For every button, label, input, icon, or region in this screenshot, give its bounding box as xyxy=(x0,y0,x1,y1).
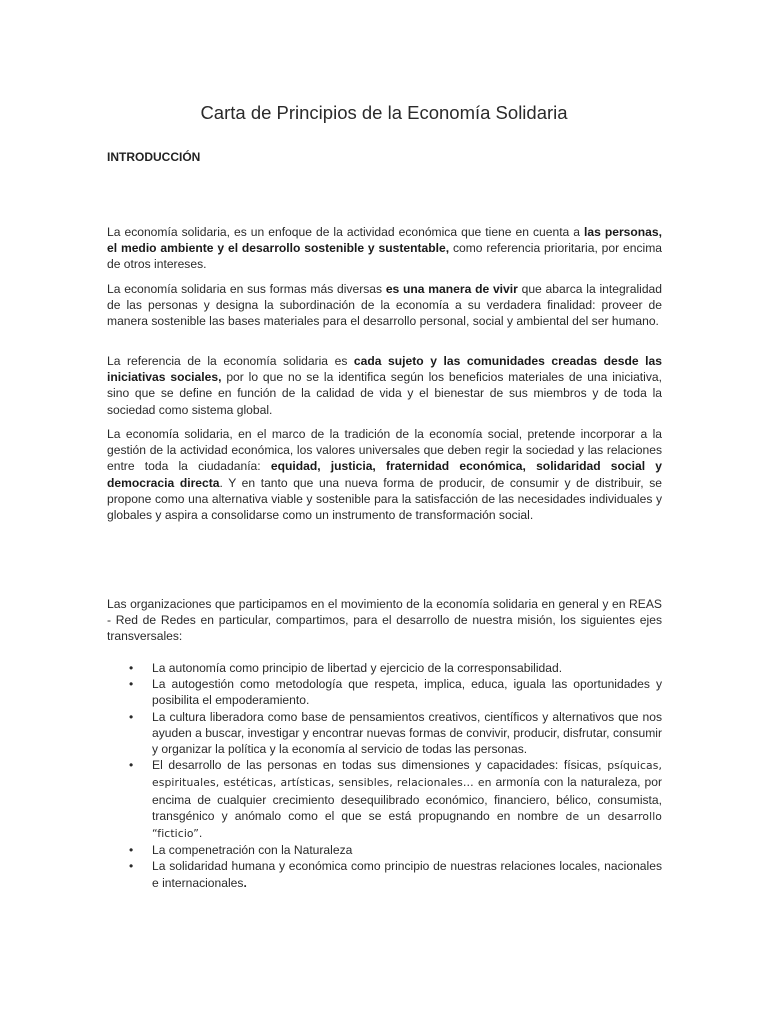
paragraph-3-text-a: La referencia de la economía solidaria es xyxy=(107,354,354,368)
bullet-icon: • xyxy=(129,843,134,858)
paragraph-1-text-c: como referencia prioritaria, por encima de otros intereses. xyxy=(107,241,662,272)
transversal-axes-list xyxy=(107,660,662,891)
list-item-text: La autogestión como metodología que respeta, implica, educa, iguala las oportunidades y posibilita el empoderamiento. xyxy=(152,677,662,708)
section-heading-introduccion: INTRODUCCIÓN xyxy=(107,150,201,164)
paragraph-5: Las organizaciones que participamos en el movimiento de la economía solidaria en general y en REAS - Red de Redes en particular, compartimos, para el desarrollo de nuestra misión, los siguientes ejes transversales: xyxy=(107,597,662,644)
paragraph-4-text-c: . Y en tanto que una nueva forma de producir, de consumir y de distribuir, se propone como una alternativa viable y sostenible para la satisfacción de las necesidades individuales y globales y aspira a consolidarse como un instrumento de transformación social. xyxy=(107,475,662,523)
paragraph-4 xyxy=(107,426,662,523)
list-item xyxy=(107,842,662,858)
list-item xyxy=(107,660,662,676)
bullet-icon: • xyxy=(129,859,134,874)
list-item xyxy=(107,676,662,708)
paragraph-3-bold: cada sujeto y las comunidades creadas desde las iniciativas sociales, xyxy=(107,354,662,385)
paragraph-2-text-c: que abarca la integralidad de las personas y designa la subordinación de la economía a su verdadera finalidad: proveer de manera sostenible las bases materiales para el desarrollo personal, social y ambiental del ser humano. xyxy=(107,282,662,329)
list-item-text: La cultura liberadora como base de pensamientos creativos, científicos y alternativos que nos ayuden a buscar, investigar y encontrar nuevas formas de convivir, producir, disfrutar, consumir y organizar la política y la economía al servicio de todas las personas. xyxy=(152,709,662,757)
list-item-final-period: . xyxy=(243,875,247,890)
bullet-icon: • xyxy=(129,677,134,692)
paragraph-3 xyxy=(107,353,662,418)
paragraph-2-text-a: La economía solidaria en sus formas más diversas xyxy=(107,282,386,296)
paragraph-3-text-c: por lo que no se la identifica según los beneficios materiales de una iniciativa, sino que se define en función de la calidad de vida y el bienestar de sus miembros y de toda la sociedad como sistema global. xyxy=(107,370,662,417)
list-item xyxy=(107,709,662,758)
paragraph-1-bold: las personas, el medio ambiente y el desarrollo sostenible y sustentable, xyxy=(107,225,662,256)
document-title: Carta de Principios de la Economía Solidaria xyxy=(200,102,568,124)
paragraph-1-text-a: La economía solidaria, es un enfoque de la actividad económica que tiene en cuenta a xyxy=(107,225,585,239)
paragraph-1 xyxy=(107,224,662,273)
list-item-text-a: La solidaridad humana y económica como principio de nuestras relaciones locales, nacionales e internacionales xyxy=(152,859,662,890)
bullet-icon: • xyxy=(129,758,134,773)
bullet-icon: • xyxy=(129,661,134,675)
list-item-text-d: de un desarrollo “ficticio”. xyxy=(152,809,663,841)
paragraph-4-text-a: La economía solidaria, en el marco de la tradición de la economía social, pretende incorporar a la gestión de la actividad económica, los valores universales que deben regir la sociedad y las relaciones entre toda la ciudadanía: xyxy=(107,427,662,474)
list-item-text-c: armonía con la naturaleza, por encima de cualquier crecimiento desequilibrado económico, financiero, bélico, consumista, transgénico y anómalo como el que se está propugnando en nombre xyxy=(152,775,662,823)
list-item-text-a: El desarrollo de las personas en todas sus dimensiones y capacidades: físicas, xyxy=(152,758,608,773)
list-item-text: La autonomía como principio de libertad y ejercicio de la corresponsabilidad. xyxy=(152,661,563,675)
paragraph-2-bold: es una manera de vivir xyxy=(385,282,518,296)
paragraph-2 xyxy=(107,281,662,330)
list-item-text-b: psíquicas, espirituales, estéticas, artísticas, sensibles, relacionales… en xyxy=(152,759,662,790)
list-item-text: La compenetración con la Naturaleza xyxy=(152,843,353,858)
bullet-icon: • xyxy=(129,709,134,724)
list-item xyxy=(107,757,662,842)
list-item xyxy=(107,858,662,890)
paragraph-4-bold: equidad, justicia, fraternidad económica, solidaridad social y democracia directa xyxy=(107,459,662,490)
